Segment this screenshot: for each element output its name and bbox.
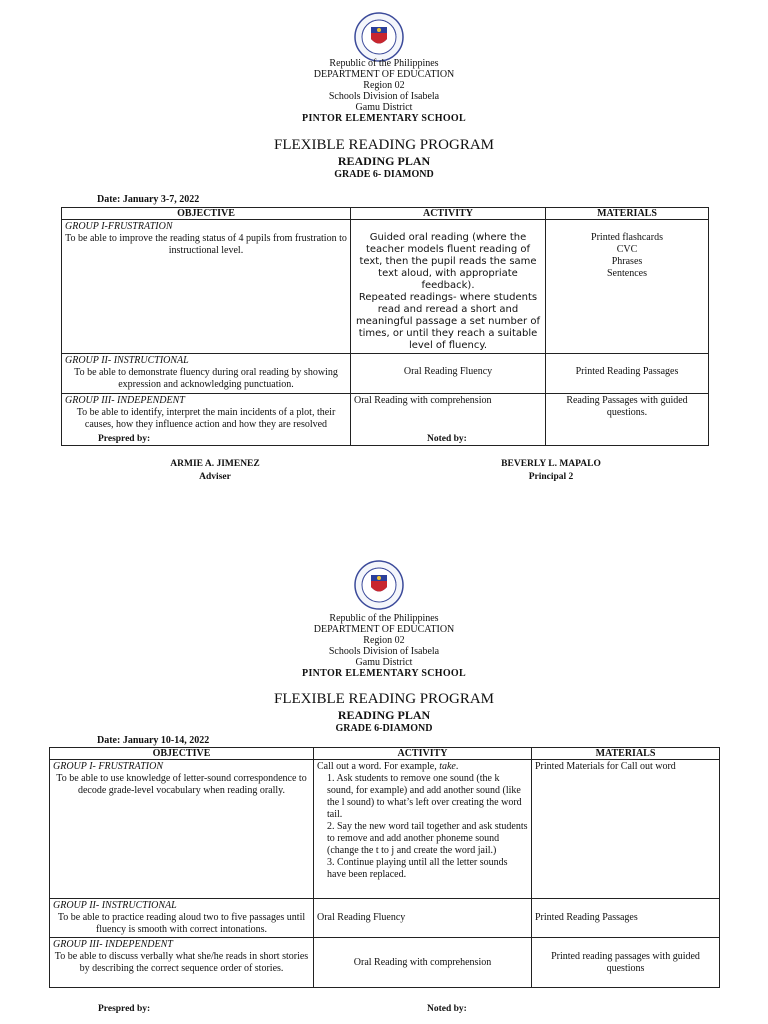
- noter-name: BEVERLY L. MAPALO: [501, 459, 601, 469]
- col-header-objective: OBJECTIVE: [62, 208, 351, 220]
- activity-intro: Call out a word. For example, take.: [317, 761, 459, 772]
- activity-step: 1. Ask students to remove one sound (the k sound, for example) and add another sound (like the l sound) to what’s left over creating the word tail.: [327, 773, 522, 820]
- materials-cell: Printed reading passages with guided questions: [532, 938, 720, 988]
- group-label: GROUP I- FRUSTRATION: [53, 761, 163, 772]
- group-label: GROUP II- INSTRUCTIONAL: [65, 355, 189, 366]
- district-line: Gamu District: [355, 102, 413, 113]
- materials-cell: Printed Materials for Call out word: [532, 760, 720, 899]
- noter-role: Principal 2: [528, 472, 574, 482]
- activity-cell: Oral Reading with comprehension: [314, 938, 532, 988]
- objective-text: To be able to improve the reading status of 4 pupils from frustration to instructional level.: [65, 233, 347, 256]
- department-line: DEPARTMENT OF EDUCATION: [313, 69, 455, 80]
- activity-step: 2. Say the new word tail together and ask students to remove and add another phoneme sound (change the t to j and create the word jail.): [327, 821, 528, 856]
- grade-title: GRADE 6- DIAMOND: [334, 169, 434, 180]
- plan-title: READING PLAN: [337, 154, 431, 168]
- materials-item: CVC: [616, 244, 638, 255]
- deped-seal-icon: [354, 12, 404, 62]
- table-row: [62, 354, 709, 394]
- program-title: FLEXIBLE READING PROGRAM: [273, 137, 494, 153]
- activity-cell: [351, 220, 546, 354]
- table-header-row: [50, 748, 720, 760]
- activity-intro-text: Call out a word. For example,: [317, 761, 440, 772]
- objective-cell: [50, 760, 314, 899]
- noted-by-label: Noted by:: [427, 1004, 467, 1014]
- preparer-role: Adviser: [199, 472, 231, 482]
- letterhead: [0, 613, 768, 679]
- prepared-by-label: Prespred by:: [98, 1004, 151, 1014]
- objective-cell: [50, 899, 314, 938]
- plan-date: Date: January 10-14, 2022: [97, 735, 210, 746]
- materials-item: Printed flashcards: [591, 232, 663, 243]
- objective-text: To be able to demonstrate fluency during oral reading by showing expression and acknowledging punctuation.: [74, 367, 338, 390]
- objective-text: To be able to discuss verbally what she/he reads in short stories by describing the correct sequence order of stories.: [54, 951, 309, 974]
- district-line: Gamu District: [355, 657, 413, 668]
- region-line: Region 02: [363, 80, 405, 91]
- prepared-by-label: Prespred by:: [98, 434, 151, 444]
- group-label: GROUP I-FRUSTRATION: [65, 221, 173, 232]
- activity-cell: Oral Reading with comprehension: [351, 394, 546, 446]
- activity-text: Guided oral reading (where the teacher models fluent reading of text, then the pupil reads the same text aloud, with appropriate feedback).: [359, 232, 537, 291]
- division-line: Schools Division of Isabela: [328, 646, 440, 657]
- activity-step: 3. Continue playing until all the letter sounds have been replaced.: [327, 857, 508, 880]
- activity-cell: Oral Reading Fluency: [314, 899, 532, 938]
- division-line: Schools Division of Isabela: [328, 91, 440, 102]
- materials-item: Phrases: [611, 256, 643, 267]
- objective-cell: [62, 220, 351, 354]
- col-header-activity: ACTIVITY: [351, 208, 546, 220]
- objective-cell: [62, 354, 351, 394]
- region-line: Region 02: [363, 635, 405, 646]
- deped-seal-icon: [354, 560, 404, 610]
- materials-cell: Reading Passages with guided questions.: [546, 394, 709, 446]
- table-row: [62, 220, 709, 354]
- school-name: PINTOR ELEMENTARY SCHOOL: [302, 668, 466, 679]
- col-header-materials: MATERIALS: [546, 208, 709, 220]
- materials-cell: [546, 220, 709, 354]
- noted-by-label: Noted by:: [427, 434, 467, 444]
- activity-cell: Oral Reading Fluency: [351, 354, 546, 394]
- group-label: GROUP II- INSTRUCTIONAL: [53, 900, 177, 911]
- reading-plan-table: [61, 207, 709, 446]
- objective-cell: [50, 938, 314, 988]
- preparer-name: ARMIE A. JIMENEZ: [170, 459, 260, 469]
- reading-plan-table: [49, 747, 720, 988]
- grade-title: GRADE 6-DIAMOND: [335, 723, 433, 734]
- table-header-row: [62, 208, 709, 220]
- col-header-activity: ACTIVITY: [314, 748, 532, 760]
- plan-date: Date: January 3-7, 2022: [97, 194, 200, 205]
- table-row: [50, 899, 720, 938]
- activity-text: Repeated readings- where students read and reread a short and meaningful passage a set number of times, or until they reach a suitable level of fluency.: [356, 292, 540, 351]
- activity-example-word: take: [439, 761, 456, 772]
- letterhead: [0, 58, 768, 124]
- republic-line: Republic of the Philippines: [329, 58, 439, 69]
- group-label: GROUP III- INDEPENDENT: [53, 939, 173, 950]
- materials-cell: Printed Reading Passages: [546, 354, 709, 394]
- objective-text: To be able to practice reading aloud two to five passages until fluency is smooth with correct intonations.: [57, 912, 306, 935]
- objective-text: To be able to identify, interpret the main incidents of a plot, their causes, how they influence action and how they are resolved: [76, 407, 336, 430]
- table-row: [50, 760, 720, 899]
- school-name: PINTOR ELEMENTARY SCHOOL: [302, 113, 466, 124]
- objective-text: To be able to use knowledge of letter-sound correspondence to decode grade-level vocabulary when reading orally.: [56, 773, 307, 796]
- materials-item: Sentences: [607, 268, 647, 279]
- table-row: [62, 394, 709, 446]
- program-title: FLEXIBLE READING PROGRAM: [273, 691, 494, 707]
- republic-line: Republic of the Philippines: [329, 613, 439, 624]
- col-header-materials: MATERIALS: [532, 748, 720, 760]
- activity-cell: [314, 760, 532, 899]
- col-header-objective: OBJECTIVE: [50, 748, 314, 760]
- department-line: DEPARTMENT OF EDUCATION: [313, 624, 455, 635]
- group-label: GROUP III- INDEPENDENT: [65, 395, 185, 406]
- table-row: [50, 938, 720, 988]
- plan-title: READING PLAN: [337, 708, 431, 722]
- materials-cell: Printed Reading Passages: [532, 899, 720, 938]
